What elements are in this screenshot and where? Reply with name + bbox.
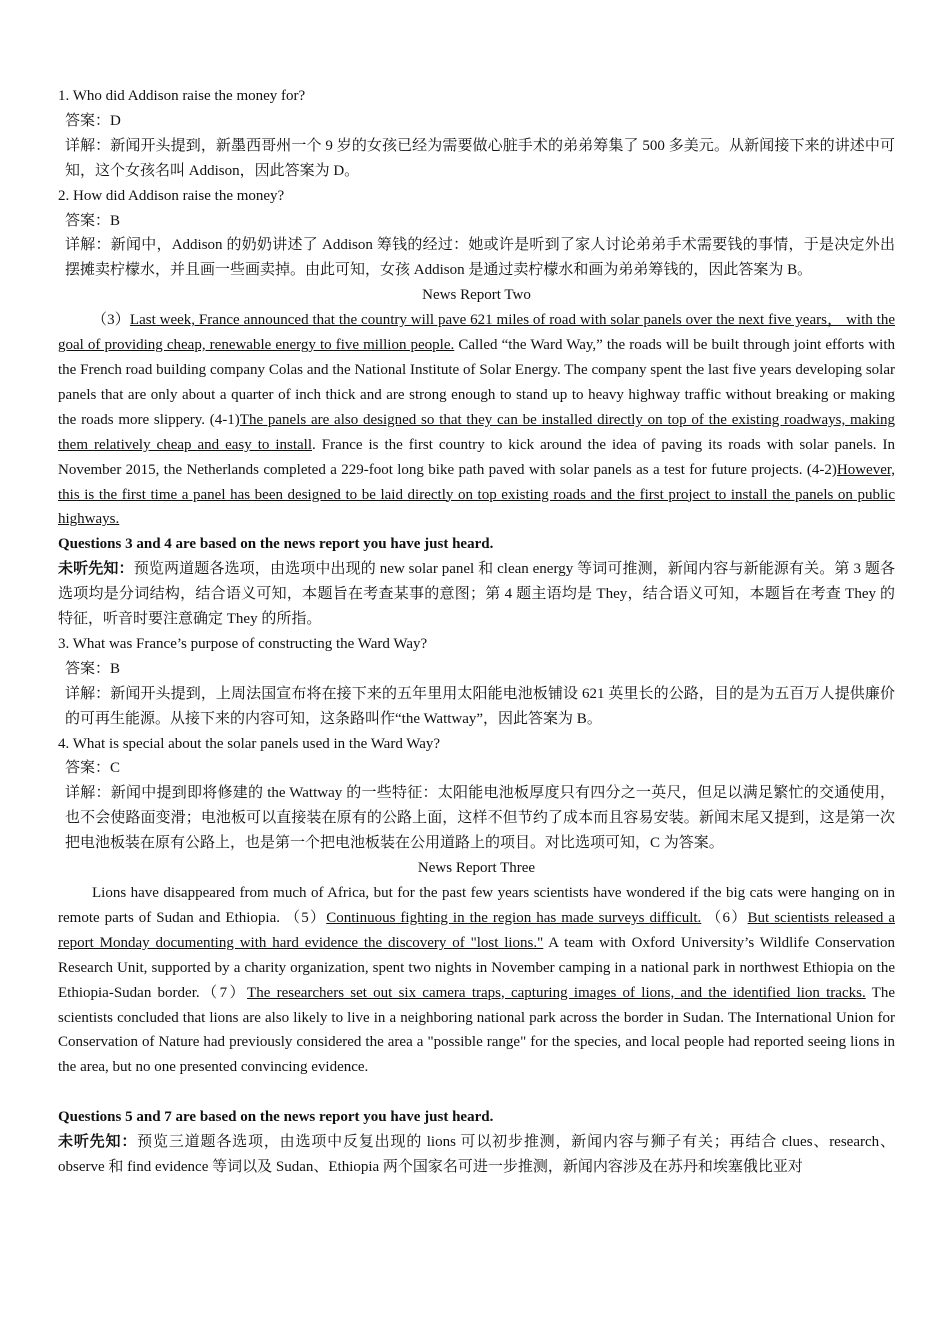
detail-1: 详解：新闻开头提到，新墨西哥州一个 9 岁的女孩已经为需要做心脏手术的弟弟筹集了 500 多美元。从新闻接下来的讲述中可知，这个女孩名叫 Addison，因此答案为 D。: [65, 137, 895, 179]
preview-text: 预览两道题各选项，由选项中出现的 new solar panel 和 clean energy 等词可推测，新闻内容与新能源有关。第 3 题各选项均是分词结构，结合语义可知，本题旨在考查某事的意图；第 4 题主语均是 They，结合语义可知，本题旨在考查 They 的特征，听音时要注意确定 They 的所指。: [58, 561, 895, 628]
question-1: 1. Who did Addison raise the money for?: [58, 88, 306, 104]
preview-label: 未听先知：: [58, 561, 134, 578]
report-three-text-2: A team with Oxford University’s Wildlife Conservation Research Unit, supported by a charity organization, spent two nights in November camping in a national park in northwest Ethiopia on the Ethiopia-Sudan border.（7）: [58, 934, 895, 1001]
report-two-text-1: Called “the Ward Way,” the roads will be built through joint efforts with the French road building company Colas and the National Institute of Solar Energy. The company spent the last five years developing solar panels that are only about a quarter of inch thick and are strong enough to stand up to heavy highway traffic without breaking or making the roads more slippery. (4-1): [58, 337, 895, 428]
report-two-text-2: . France is the first country to kick around the idea of paving its roads with solar panels. In November 2015, the Netherlands completed a 229-foot long bike path paved with solar panels as a test for future projects. (4-2): [58, 436, 896, 478]
underlined-5: Continuous fighting in the region has made surveys difficult.: [326, 909, 702, 926]
underlined-4-2: However, this is the first time a panel has been designed to be laid directly on top existing roads and the first project to install the panels on public highways.: [58, 461, 895, 528]
news-report-two-text: [58, 308, 895, 532]
preview-label: 未听先知：: [58, 1134, 138, 1151]
underlined-4-1: The panels are also designed so that they can be installed directly on top of the existing roadways, making them relatively cheap and easy to install: [58, 411, 895, 453]
answer-2: 答案：B: [65, 212, 121, 229]
question-3: 3. What was France’s purpose of constructing the Ward Way?: [58, 635, 428, 652]
document-page: [58, 84, 895, 1180]
report-three-text-1: Lions have disappeared from much of Africa, but for the past few years scientists have wondered if the big cats were hanging on in remote parts of Sudan and Ethiopia. （5）: [58, 885, 895, 926]
detail-2: 详解：新闻中，Addison 的奶奶讲述了 Addison 筹钱的经过：她或许是听到了家人讨论弟弟手术需要钱的事情，于是决定外出摆摊卖柠檬水，并且画一些画卖掉。由此可知，女孩 Addison 是通过卖柠檬水和画为弟弟筹钱的，因此答案为 B。: [65, 237, 895, 279]
preview-text: 预览三道题各选项，由选项中反复出现的 lions 可以初步推测，新闻内容与狮子有关；再结合 clues、research、observe 和 find evidence 等词以及 Sudan、Ethiopia 两个国家名可进一步推测，新闻内容涉及在苏丹和埃塞俄比亚对: [58, 1134, 895, 1175]
answer-3: 答案：B: [65, 660, 121, 677]
news-report-two-title: News Report Two: [422, 287, 531, 304]
question-4: 4. What is special about the solar panels used in the Ward Way?: [58, 735, 441, 752]
underlined-7: The researchers set out six camera traps, capturing images of lions, and the identified lion tracks.: [247, 984, 866, 1001]
marker-6: （6）: [701, 909, 748, 926]
questions-3-4-heading: Questions 3 and 4 are based on the news report you have just heard.: [58, 536, 494, 553]
detail-4: 详解：新闻中提到即将修建的 the Wattway 的一些特征：太阳能电池板厚度只有四分之一英尺，但足以满足繁忙的交通使用，也不会使路面变滑；电池板可以直接装在原有的公路上面，这样不但节约了成本而且容易安装。新闻末尾又提到，这是第一次把电池板装在原有公路上，也是第一个把电池板装在公用道路上的项目。对比选项可知，C 为答案。: [65, 785, 895, 852]
question-2: 2. How did Addison raise the money?: [58, 187, 285, 204]
news-report-three-text: [58, 881, 895, 1080]
underlined-6: But scientists released a report Monday documenting with hard evidence the discovery of "lost lions.": [58, 909, 895, 951]
underlined-3: Last week, France announced that the country will pave 621 miles of road with solar panels over the next five years， with the goal of providing cheap, renewable energy to five million people.: [58, 312, 895, 354]
answer-1: 答案：D: [65, 112, 121, 129]
preview-5-7: [58, 1130, 895, 1180]
news-report-three-title: News Report Three: [417, 860, 536, 877]
marker-3: （3）: [92, 312, 130, 329]
answer-4: 答案：C: [65, 760, 121, 777]
preview-3-4: [58, 557, 895, 632]
questions-5-7-heading: Questions 5 and 7 are based on the news report you have just heard.: [58, 1109, 494, 1126]
detail-3: 详解：新闻开头提到，上周法国宣布将在接下来的五年里用太阳能电池板铺设 621 英里长的公路，目的是为五百万人提供廉价的可再生能源。从接下来的内容可知，这条路叫作“the Wattway”，因此答案为 B。: [65, 685, 895, 727]
blank-line: [58, 1080, 895, 1105]
report-three-text-3: The scientists concluded that lions are also likely to live in a neighboring national park across the border in Sudan. The International Union for Conservation of Nature had previously considered the area a "possible range" for the species, and local people had reported seeing lions in the area, but no one presented convincing evidence.: [58, 984, 895, 1076]
